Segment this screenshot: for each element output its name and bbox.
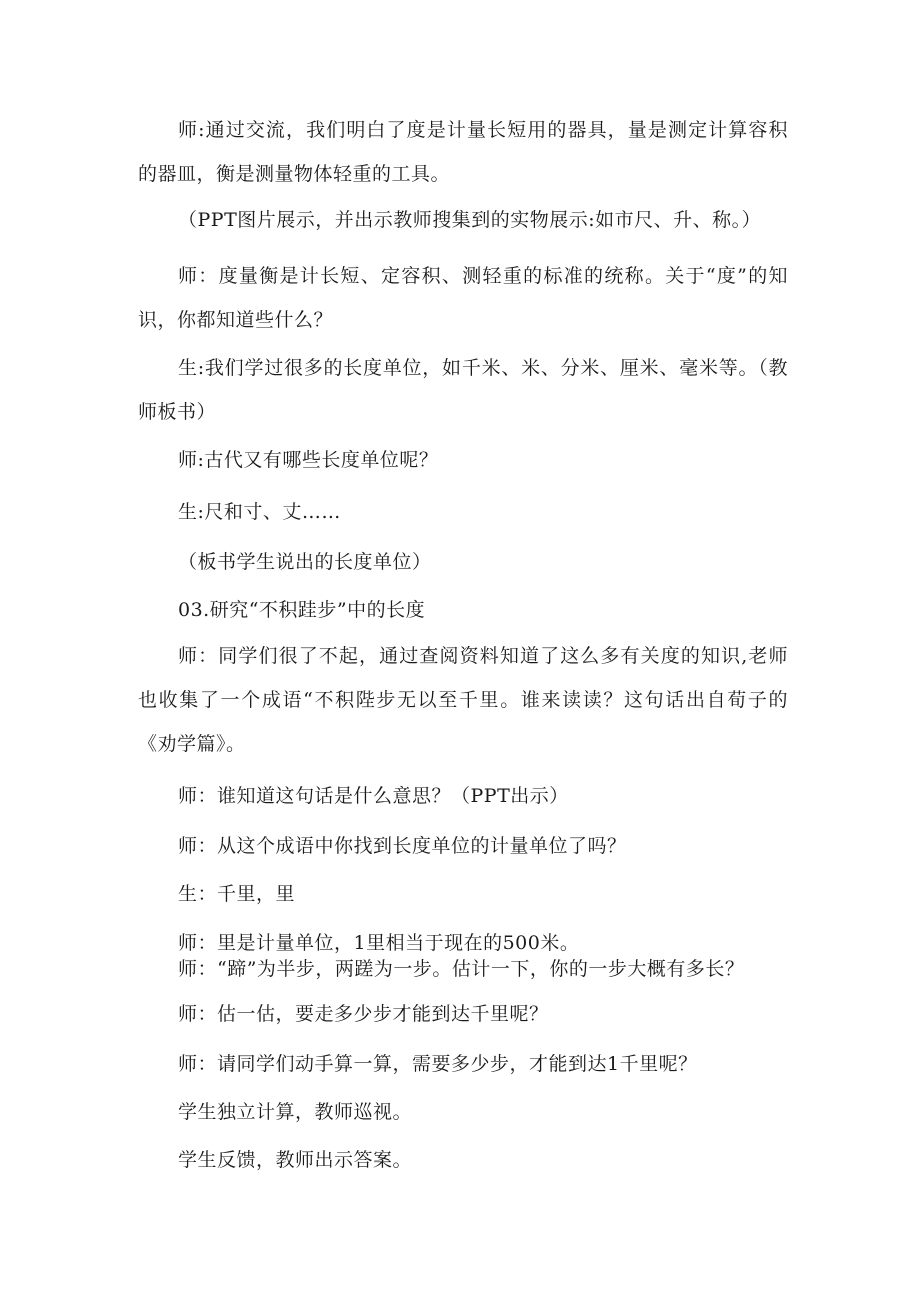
paragraph-6: 生:尺和寸、丈…… [178,501,341,523]
paragraph-10: 师：谁知道这句话是什么意思？（PPT出示） [178,785,569,807]
paragraph-7: （板书学生说出的长度单位） [178,551,432,573]
paragraph-15: 师：估一估，要走多少步才能到达千里呢？ [178,1003,549,1025]
paragraph-3: 师：度量衡是计长短、定容积、测轻重的标准的统称。关于“度”的知识，你都知道些什么？ [138,265,788,331]
paragraph-4: 生:我们学过很多的长度单位，如千米、米、分米、厘米、毫米等。（教师板书） [138,357,788,423]
paragraph-17: 学生独立计算，教师巡视。 [178,1101,413,1123]
paragraph-2: （PPT图片展示，并出示教师搜集到的实物展示:如市尺、升、称。） [178,209,762,231]
paragraph-12: 生：千里，里 [178,883,296,905]
paragraph-18: 学生反馈，教师出示答案。 [178,1149,413,1171]
paragraph-11: 师：从这个成语中你找到长度单位的计量单位了吗？ [178,835,627,857]
paragraph-9: 师：同学们很了不起，通过查阅资料知道了这么多有关度的知识,老师也收集了一个成语“不积陛步无以至千里。谁来读读？这句话出自荀子的《劝学篇》。 [138,645,788,755]
paragraph-14: 师：“蹄”为半步，两蹉为一步。估计一下，你的一步大概有多长？ [178,958,745,980]
section-heading: 03.研究“不积跬步”中的长度 [178,599,426,621]
paragraph-16: 师：请同学们动手算一算，需要多少步，才能到达1千里呢？ [178,1053,698,1075]
paragraph-13: 师：里是计量单位，1里相当于现在的500米。 [178,932,580,954]
paragraph-5: 师:古代又有哪些长度单位呢？ [178,449,439,471]
paragraph-1: 师:通过交流，我们明白了度是计量长短用的器具，量是测定计算容积的器皿，衡是测量物体轻重的工具。 [138,119,788,185]
